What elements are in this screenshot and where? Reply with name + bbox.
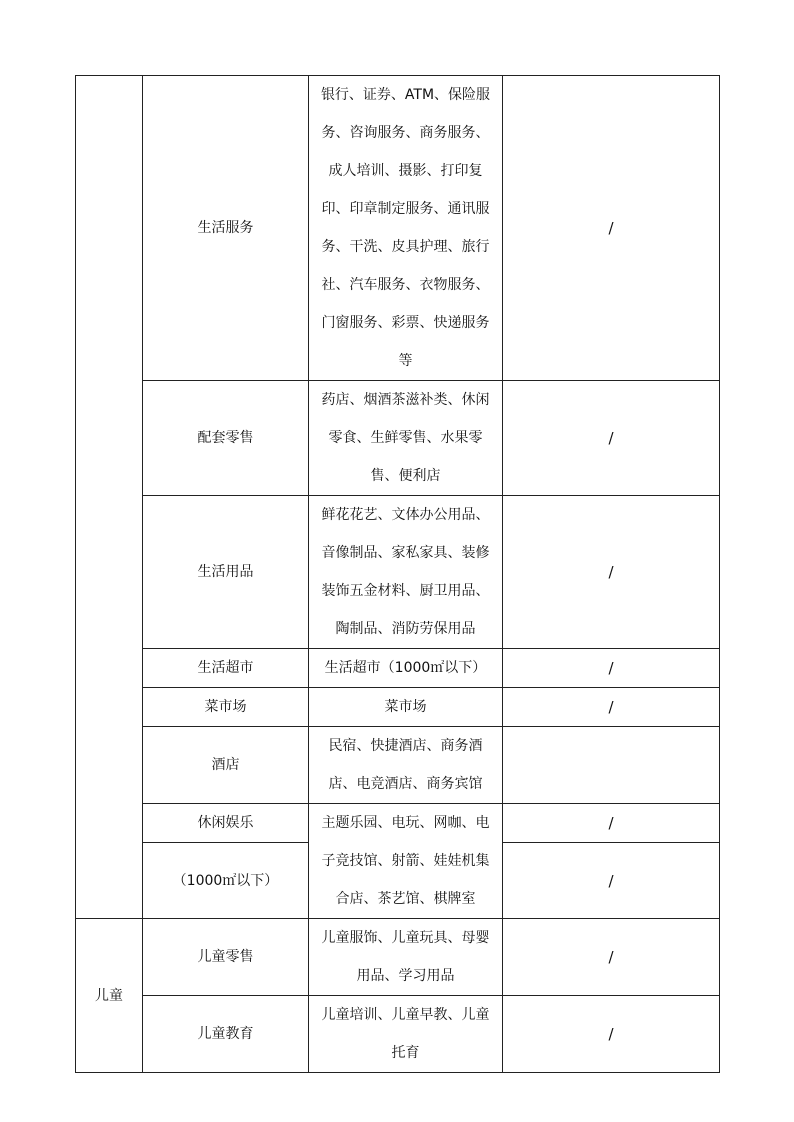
item-detail-cell: 儿童服饰、儿童玩具、母婴用品、学习用品: [309, 919, 503, 996]
item-note-cell: /: [503, 804, 720, 843]
business-category-table: [75, 75, 720, 1073]
table-row: [76, 996, 720, 1073]
item-note-cell: /: [503, 496, 720, 649]
item-note-cell: /: [503, 919, 720, 996]
item-detail-cell: 菜市场: [309, 688, 503, 727]
item-note-cell: /: [503, 381, 720, 496]
item-name-cell: 休闲娱乐: [143, 804, 309, 843]
item-name-cell: 酒店: [143, 727, 309, 804]
category-cell: 儿童: [76, 919, 143, 1073]
item-name-sub-cell: （1000㎡以下）: [143, 843, 309, 919]
item-name-cell: 生活用品: [143, 496, 309, 649]
item-detail-cell: 生活超市（1000㎡以下）: [309, 649, 503, 688]
item-detail-cell: 鲜花花艺、文体办公用品、音像制品、家私家具、装修装饰五金材料、厨卫用品、陶制品、消防劳保用品: [309, 496, 503, 649]
item-detail-cell: 银行、证券、ATM、保险服务、咨询服务、商务服务、成人培训、摄影、打印复印、印章制定服务、通讯服务、干洗、皮具护理、旅行社、汽车服务、衣物服务、门窗服务、彩票、快递服务等: [309, 76, 503, 381]
item-note-cell: /: [503, 649, 720, 688]
item-note-cell: /: [503, 76, 720, 381]
item-detail-cell: 民宿、快捷酒店、商务酒店、电竞酒店、商务宾馆: [309, 727, 503, 804]
item-detail-cell: 主题乐园、电玩、网咖、电子竞技馆、射箭、娃娃机集合店、茶艺馆、棋牌室: [309, 804, 503, 919]
item-name-cell: 儿童教育: [143, 996, 309, 1073]
item-name-cell: 生活超市: [143, 649, 309, 688]
item-name-cell: 儿童零售: [143, 919, 309, 996]
item-name-cell: 菜市场: [143, 688, 309, 727]
table-row: [76, 381, 720, 496]
item-name-cell: 配套零售: [143, 381, 309, 496]
table-row: [76, 649, 720, 688]
item-detail-cell: 药店、烟酒茶滋补类、休闲零食、生鲜零售、水果零售、便利店: [309, 381, 503, 496]
item-note-cell: /: [503, 996, 720, 1073]
category-cell-empty: [76, 76, 143, 919]
table-row: [76, 919, 720, 996]
table-row: [76, 76, 720, 381]
table-row: [76, 727, 720, 804]
item-detail-cell: 儿童培训、儿童早教、儿童托育: [309, 996, 503, 1073]
item-note-cell: [503, 727, 720, 804]
item-note-cell: /: [503, 843, 720, 919]
item-name-cell: 生活服务: [143, 76, 309, 381]
table-row: [76, 804, 720, 843]
table-row: [76, 688, 720, 727]
table-row: [76, 496, 720, 649]
item-note-cell: /: [503, 688, 720, 727]
